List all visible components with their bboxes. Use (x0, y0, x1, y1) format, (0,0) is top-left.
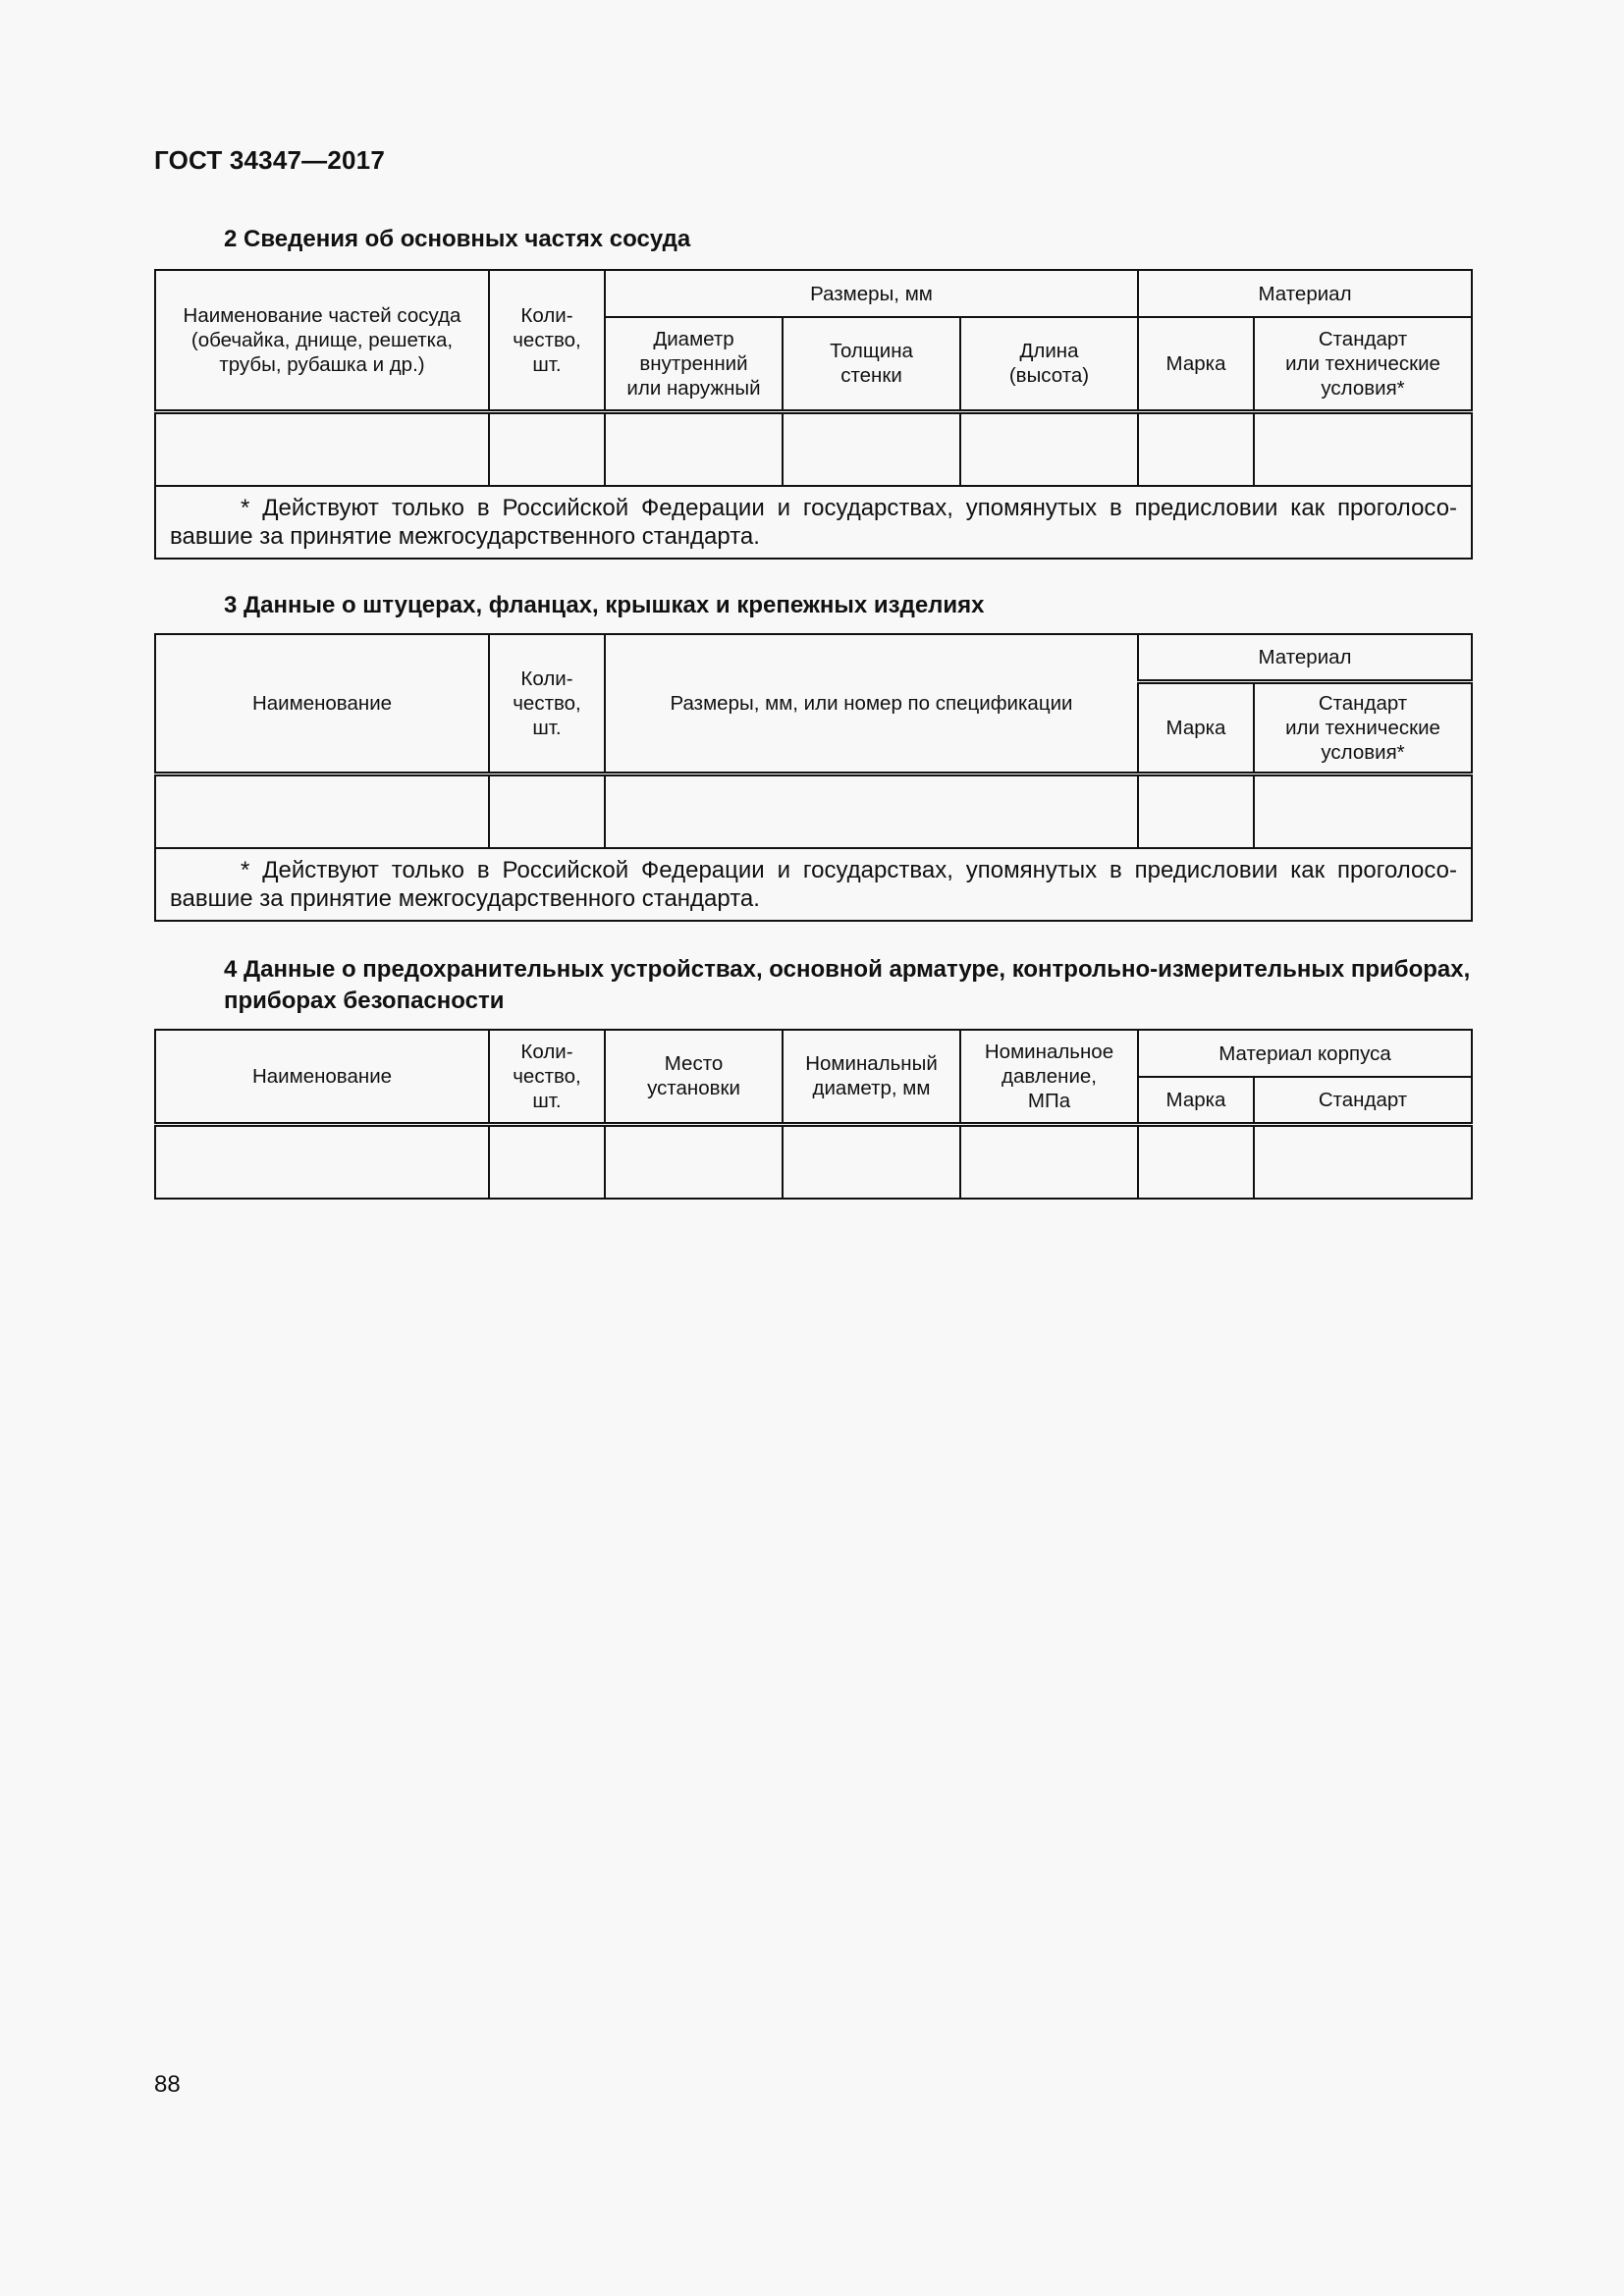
table-cell[interactable] (783, 411, 960, 486)
col-header-material: Материал (1138, 634, 1472, 681)
safety-devices-table (154, 1029, 1473, 1200)
col-header-quantity: Коли- чество, шт. (489, 634, 605, 774)
table-cell[interactable] (605, 774, 1138, 848)
col-header-grade: Марка (1138, 681, 1254, 774)
col-header-nominal-pressure: Номинальное давление, МПа (960, 1030, 1138, 1124)
col-header-name: Наименование (155, 634, 489, 774)
col-header-standard: Стандарт или технические условия* (1254, 681, 1472, 774)
table-cell[interactable] (783, 1124, 960, 1199)
table-cell[interactable] (489, 774, 605, 848)
col-header-name: Наименование (155, 1030, 489, 1124)
footnote: * Действуют только в Российской Федерации и государствах, упомянутых в предисловии как проголосо-вавшие за принятие межгосударственного стандарта. (155, 486, 1472, 559)
col-header-nominal-diameter: Номинальный диаметр, мм (783, 1030, 960, 1124)
table-row (155, 1124, 1472, 1199)
col-header-part-name: Наименование частей сосуда (обечайка, днище, решетка, трубы, рубашка и др.) (155, 270, 489, 411)
table-cell[interactable] (1254, 411, 1472, 486)
col-header-sizes: Размеры, мм (605, 270, 1138, 317)
table-cell[interactable] (1138, 1124, 1254, 1199)
table-row (155, 774, 1472, 848)
col-header-diameter: Диаметр внутренний или наружный (605, 317, 783, 411)
table-cell[interactable] (1254, 1124, 1472, 1199)
col-header-quantity: Коли- чество, шт. (489, 1030, 605, 1124)
col-header-thickness: Толщина стенки (783, 317, 960, 411)
table-cell[interactable] (960, 411, 1138, 486)
document-header: ГОСТ 34347—2017 (154, 145, 385, 175)
fittings-table (154, 633, 1473, 922)
table-cell[interactable] (960, 1124, 1138, 1199)
table-cell[interactable] (489, 1124, 605, 1199)
footnote: * Действуют только в Российской Федерации и государствах, упомянутых в предисловии как проголосо-вавшие за принятие межгосударственного стандарта. (155, 848, 1472, 921)
parts-table (154, 269, 1473, 560)
table-row (155, 411, 1472, 486)
col-header-standard: Стандарт или технические условия* (1254, 317, 1472, 411)
table-cell[interactable] (155, 774, 489, 848)
col-header-grade: Марка (1138, 1077, 1254, 1124)
table-cell[interactable] (155, 411, 489, 486)
table-cell[interactable] (1254, 774, 1472, 848)
table-cell[interactable] (605, 1124, 783, 1199)
section-4-title: 4 Данные о предохранительных устройствах, основной арматуре, контрольно-измерительных приборах, приборах безопасности (224, 956, 1471, 1014)
table-cell[interactable] (605, 411, 783, 486)
section-2-title: 2 Сведения об основных частях сосуда (224, 226, 691, 252)
col-header-length: Длина (высота) (960, 317, 1138, 411)
page-number: 88 (154, 2071, 181, 2098)
section-3-title: 3 Данные о штуцерах, фланцах, крышках и крепежных изделиях (224, 592, 985, 618)
table-cell[interactable] (1138, 774, 1254, 848)
col-header-sizes: Размеры, мм, или номер по спецификации (605, 634, 1138, 774)
col-header-grade: Марка (1138, 317, 1254, 411)
table-cell[interactable] (155, 1124, 489, 1199)
col-header-quantity: Коли- чество, шт. (489, 270, 605, 411)
table-cell[interactable] (489, 411, 605, 486)
col-header-body-material: Материал корпуса (1138, 1030, 1472, 1077)
col-header-material: Материал (1138, 270, 1472, 317)
col-header-standard: Стандарт (1254, 1077, 1472, 1124)
table-cell[interactable] (1138, 411, 1254, 486)
col-header-location: Место установки (605, 1030, 783, 1124)
